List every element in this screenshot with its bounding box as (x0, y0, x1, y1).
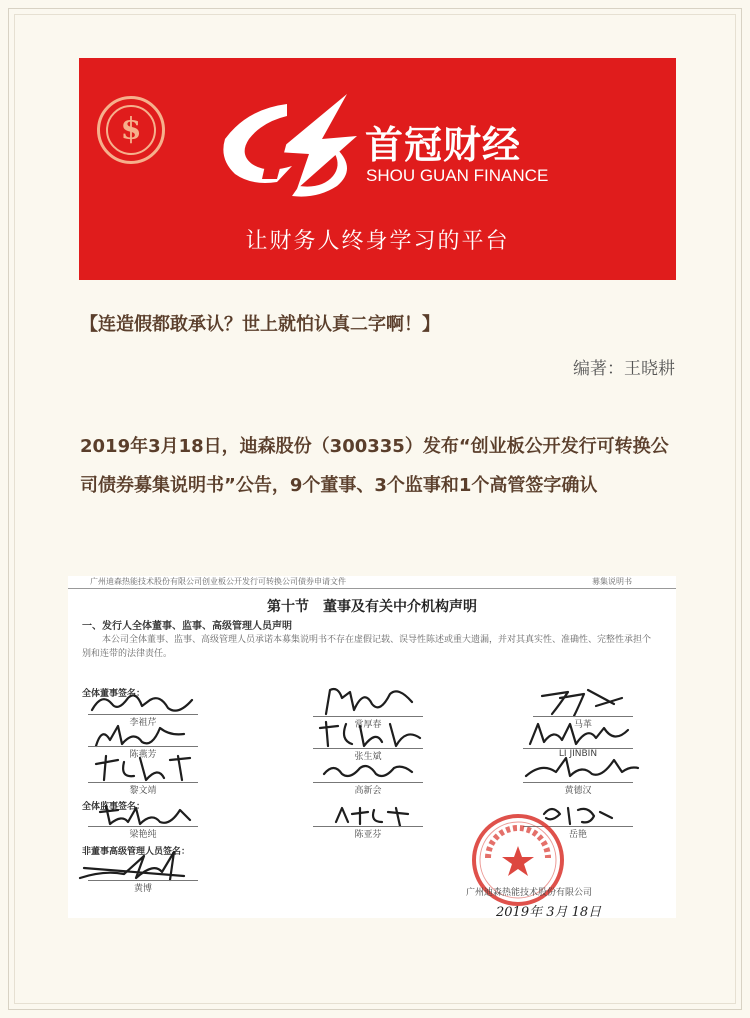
article-author: 编著：王晓耕 (573, 359, 675, 379)
doc-statement: 本公司全体董事、监事、高级管理人员承诺本募集说明书不存在虚假记载、误导性陈述或重大遗漏，并对其真实性、准确性、完整性承担个别和连带的法律责任。 (82, 635, 652, 659)
director-name: 常厚春 (354, 720, 382, 730)
supervisors-label: 全体监事签名： (82, 802, 146, 812)
director-name: 张生斌 (354, 752, 382, 762)
director-name: 黄德汉 (564, 786, 592, 796)
logo-icon (217, 94, 367, 204)
doc-section-title: 第十节 董事及有关中介机构声明 (267, 599, 477, 615)
dollar-coin-icon (97, 96, 165, 164)
supervisor-name: 岳艳 (568, 830, 587, 840)
director-name: 马革 (573, 720, 592, 730)
directors-label: 全体董事签名： (82, 689, 146, 699)
doc-subsection: 一、发行人全体董事、监事、高级管理人员声明 (82, 621, 292, 632)
supervisor-name: 陈亚芬 (354, 830, 382, 840)
article-paragraph: 2019年3月18日，迪森股份（300335）发布“创业板公开发行可转换公司债券募集说明书”公告，9个董事、3个监事和1个高管签字确认 (80, 436, 669, 496)
supervisor-name: 梁艳纯 (129, 830, 157, 840)
brand-name-en: SHOU GUAN FINANCE (366, 166, 549, 185)
executive-name: 黄博 (133, 884, 152, 894)
dollar-symbol: $ (106, 105, 156, 155)
director-name: 李祖芹 (129, 718, 157, 728)
handwritten-date: 2019年 3月 18日 (496, 905, 602, 918)
doc-header (68, 576, 676, 589)
director-name: 高新会 (354, 786, 382, 796)
article-title: 【连造假都敢承认？世上就怕认真二字啊！】 (80, 314, 440, 335)
director-name: 黎文靖 (129, 786, 157, 796)
company-name: 广州迪森热能技术股份有限公司 (466, 888, 593, 898)
slogan: 让财务人终身学习的平台 (245, 229, 510, 254)
brand-banner (79, 58, 676, 280)
brand-name-cn: 首冠财经 (365, 123, 522, 167)
scanned-document-image (68, 576, 676, 918)
director-name: LI JINBIN (558, 749, 598, 759)
director-name: 陈燕芳 (129, 750, 157, 760)
doc-header-left: 广州迪森热能技术股份有限公司创业板公开发行可转换公司债券申请文件 (90, 577, 346, 586)
executives-label: 非董事高级管理人员签名： (82, 847, 191, 857)
doc-header-right: 募集说明书 (592, 577, 632, 586)
